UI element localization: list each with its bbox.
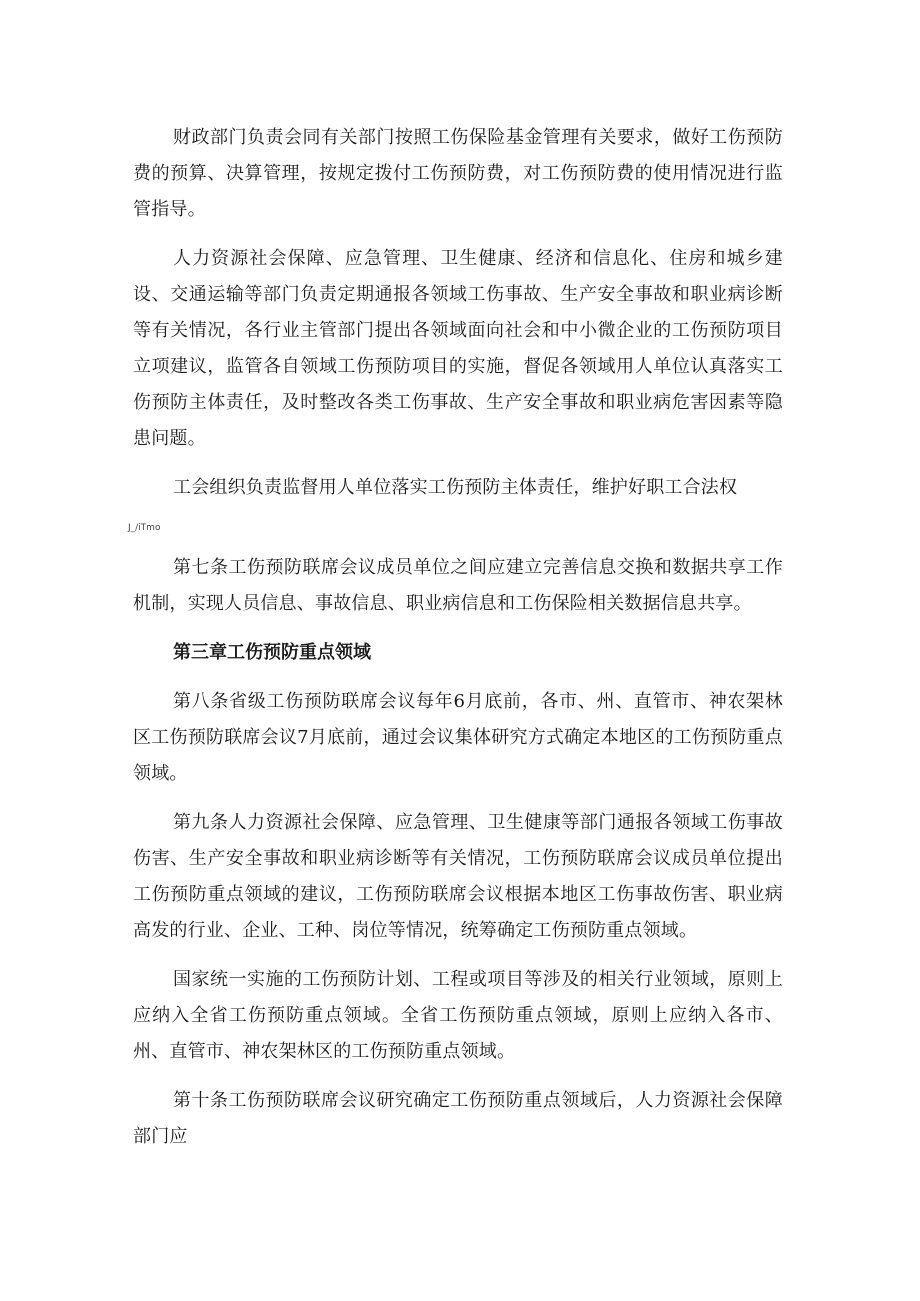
document-page	[128, 120, 783, 1155]
paragraph-trade-union: 工会组织负责监督用人单位落实工伤预防主体责任，维护好职工合法权	[173, 477, 738, 498]
paragraph-departments-duties: 人力资源社会保障、应急管理、卫生健康、经济和信息化、住房和城乡建设、交通运输等部门负责定期通报各领域工伤事故、生产安全事故和职业病诊断等有关情况，各行业主管部门提出各领域面向社会和中小微企业的工伤预防项目立项建议，监管各自领域工伤预防项目的实施，督促各领域用人单位认真落实工伤预防主体责任，及时整改各类工伤事故、生产安全事故和职业病危害因素等隐患问题。	[133, 248, 783, 449]
scan-artifact-text: J_/iTmo	[128, 523, 161, 533]
paragraph-article-10: 第十条工伤预防联席会议研究确定工伤预防重点领域后，人力资源社会保障部门应	[133, 1090, 783, 1147]
chapter-heading: 第三章工伤预防重点领域	[173, 642, 371, 663]
paragraph-article-9: 第九条人力资源社会保障、应急管理、卫生健康等部门通报各领域工伤事故伤害、生产安全事故和职业病诊断等有关情况，工伤预防联席会议成员单位提出工伤预防重点领域的建议，工伤预防联席会议根据本地区工伤事故伤害、职业病高发的行业、企业、工种、岗位等情况，统筹确定工伤预防重点领域。	[133, 812, 783, 941]
paragraph-article-8: 第八条省级工伤预防联席会议每年6月底前，各市、州、直管市、神农架林区工伤预防联席会议7月底前，通过会议集体研究方式确定本地区的工伤预防重点领域。	[133, 691, 783, 784]
paragraph-finance-dept: 财政部门负责会同有关部门按照工伤保险基金管理有关要求，做好工伤预防费的预算、决算管理，按规定拨付工伤预防费，对工伤预防费的使用情况进行监管指导。	[133, 127, 783, 220]
paragraph-national-plan: 国家统一实施的工伤预防计划、工程或项目等涉及的相关行业领域，原则上应纳入全省工伤预防重点领域。全省工伤预防重点领域，原则上应纳入各市、州、直管市、神农架林区的工伤预防重点领域。	[133, 969, 783, 1062]
paragraph-article-7: 第七条工伤预防联席会议成员单位之间应建立完善信息交换和数据共享工作机制，实现人员信息、事故信息、职业病信息和工伤保险相关数据信息共享。	[133, 557, 783, 614]
